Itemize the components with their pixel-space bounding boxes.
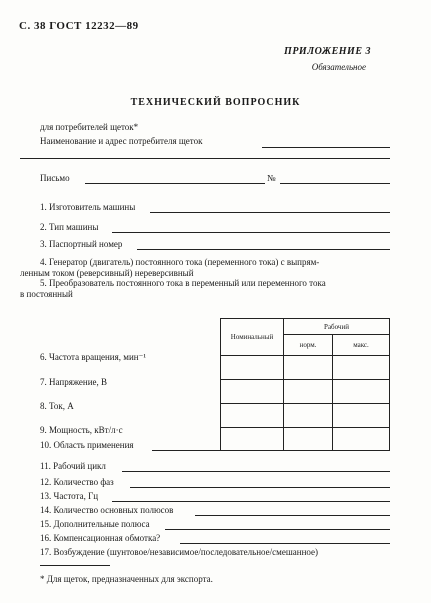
ratings-table	[220, 318, 390, 451]
name-address-line	[262, 147, 390, 148]
table-row	[221, 428, 390, 451]
item-11-line	[122, 471, 390, 472]
table-row	[221, 404, 390, 428]
letter-line	[85, 183, 265, 184]
item-2-line	[112, 232, 390, 233]
item-5-line-b: в постоянный	[20, 289, 73, 299]
item-1-line	[150, 212, 390, 213]
item-2: 2. Тип машины	[40, 222, 99, 232]
item-15-line	[165, 529, 390, 530]
page-header: С. 38 ГОСТ 12232—89	[19, 20, 139, 32]
page-title: ТЕХНИЧЕСКИЙ ВОПРОСНИК	[130, 97, 301, 108]
item-15: 15. Дополнительные полюса	[40, 519, 150, 529]
item-4-line-a: 4. Генератор (двигатель) постоянного тока (переменного тока) с выпрям-	[40, 257, 320, 267]
table-row	[221, 380, 390, 404]
intro-text: для потребителей щеток*	[40, 122, 139, 132]
item-9: 9. Мощность, кВт/л·с	[40, 425, 123, 435]
item-13-line	[112, 501, 390, 502]
item-7: 7. Напряжение, В	[40, 377, 108, 387]
item-3-line	[137, 249, 390, 250]
item-13: 13. Частота, Гц	[40, 491, 99, 501]
appendix-status: Обязательное	[311, 62, 366, 72]
table-row	[221, 356, 390, 380]
item-17: 17. Возбуждение (шунтовое/независимое/последовательное/смешанное)	[40, 547, 319, 557]
norm-header: норм.	[284, 335, 333, 356]
item-12: 12. Количество фаз	[40, 477, 114, 487]
appendix-label: ПРИЛОЖЕНИЕ 3	[284, 46, 371, 57]
item-12-line	[130, 487, 390, 488]
item-10-line	[152, 450, 390, 451]
number-line	[280, 183, 390, 184]
nominal-header: Номинальный	[221, 319, 284, 356]
item-1: 1. Изготовитель машины	[40, 202, 136, 212]
footnote-separator	[40, 565, 110, 566]
item-14: 14. Количество основных полюсов	[40, 505, 174, 515]
item-16: 16. Компенсационная обмотка?	[40, 533, 161, 543]
item-8: 8. Ток, А	[40, 401, 74, 411]
footnote: * Для щеток, предназначенных для экспорта.	[40, 574, 213, 584]
item-16-line	[180, 543, 390, 544]
item-3: 3. Паспортный номер	[40, 239, 123, 249]
max-header: макс.	[333, 335, 390, 356]
item-11: 11. Рабочий цикл	[40, 461, 106, 471]
item-5-line-a: 5. Преобразователь постоянного тока в переменный или переменного тока	[40, 278, 326, 288]
number-sign: №	[267, 173, 276, 183]
name-address-line-2	[20, 158, 390, 159]
item-14-line	[195, 515, 390, 516]
working-header: Рабочий	[284, 319, 390, 335]
item-6: 6. Частота вращения, мин⁻¹	[40, 352, 147, 362]
letter-label: Письмо	[40, 173, 70, 183]
item-4-line-b: ленным током (реверсивный) нереверсивный	[20, 268, 194, 278]
item-10: 10. Область применения	[40, 440, 134, 450]
name-address-label: Наименование и адрес потребителя щеток	[40, 136, 203, 146]
